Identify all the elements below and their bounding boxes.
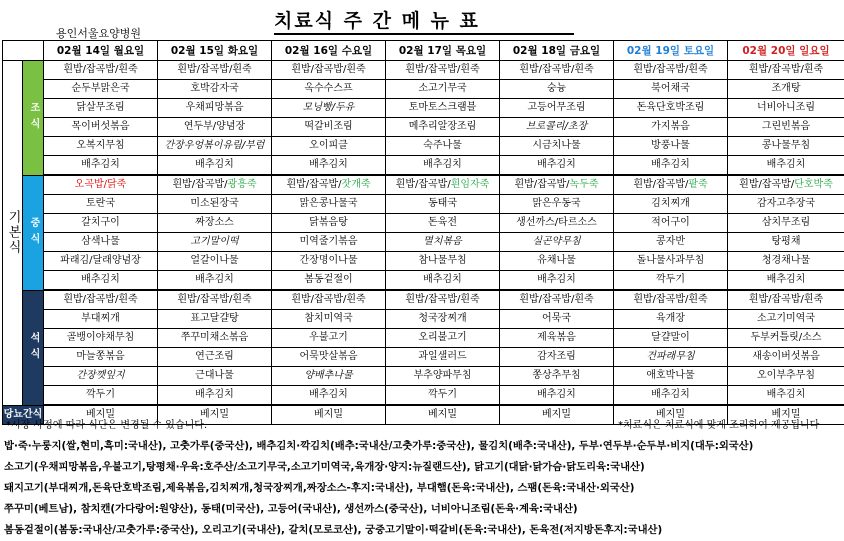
- menu-row: [3, 329, 844, 348]
- menu-cell: 콩자반: [614, 233, 728, 252]
- menu-cell: [44, 175, 158, 195]
- menu-cell: 봄동겉절이: [272, 271, 386, 291]
- menu-cell: 순두부맑은국: [44, 80, 158, 99]
- menu-cell: 새송이버섯볶음: [728, 348, 844, 367]
- menu-cell: 쭈꾸미채소볶음: [158, 329, 272, 348]
- menu-cell: 제육볶음: [500, 329, 614, 348]
- menu-cell: 배추김치: [728, 156, 844, 176]
- menu-cell: 오이피클: [272, 137, 386, 156]
- menu-cell: 호박감자국: [158, 80, 272, 99]
- menu-cell: 방풍나물: [614, 137, 728, 156]
- menu-cell: 소고기무국: [386, 80, 500, 99]
- menu-cell: 닭살무조림: [44, 99, 158, 118]
- note-right: *치료식은 치료식에 맞게 조리하여 제공됩니다: [618, 416, 819, 431]
- menu-cell: 흰밥/잡곡밥/흰죽: [272, 290, 386, 310]
- date-mon: 02월 14일 월요일: [44, 41, 158, 61]
- note-left: *시장 사정에 따라 식단은 변경될 수 있습니다.: [6, 416, 207, 431]
- menu-cell: 골뱅이야채무침: [44, 329, 158, 348]
- meal-label-snack: 당뇨간식: [3, 405, 44, 425]
- menu-cell: 청경채나물: [728, 252, 844, 271]
- menu-cell: 미역줄기볶음: [272, 233, 386, 252]
- origin-info: [4, 436, 844, 541]
- weekly-menu-table: [2, 40, 844, 425]
- menu-cell: 떡갈비조림: [272, 118, 386, 137]
- menu-cell: 김치찌개: [614, 195, 728, 214]
- menu-cell: 흰밥/잡곡밥/흰죽: [158, 290, 272, 310]
- date-tue: 02월 15일 화요일: [158, 41, 272, 61]
- menu-cell: 달걀말이: [614, 329, 728, 348]
- menu-cell: 건파래무침: [614, 348, 728, 367]
- menu-row: [3, 290, 844, 310]
- menu-row: [3, 61, 844, 80]
- menu-cell: 옥수수스프: [272, 80, 386, 99]
- menu-cell: 배추김치: [500, 386, 614, 406]
- menu-cell: 생선까스/타르소스: [500, 214, 614, 233]
- menu-cell: 목이버섯볶음: [44, 118, 158, 137]
- menu-row: [3, 367, 844, 386]
- menu-row: [3, 156, 844, 176]
- menu-cell: 근대나물: [158, 367, 272, 386]
- date-header-row: [3, 41, 844, 61]
- menu-cell: 흰밥/잡곡밥/흰죽: [728, 61, 844, 80]
- menu-cell: 흰밥/잡곡밥/흰죽: [386, 290, 500, 310]
- menu-cell: 돌나물사과무침: [614, 252, 728, 271]
- menu-cell: 간장명이나물: [272, 252, 386, 271]
- menu-row: [3, 233, 844, 252]
- menu-cell: [614, 175, 728, 195]
- menu-cell: 흰밥/잡곡밥/흰죽: [500, 61, 614, 80]
- menu-cell: 오리불고기: [386, 329, 500, 348]
- menu-cell: 숭늉: [500, 80, 614, 99]
- menu-cell: 배추김치: [272, 156, 386, 176]
- menu-cell: 맑은우동국: [500, 195, 614, 214]
- menu-cell: 표고달걀탕: [158, 310, 272, 329]
- menu-row: [3, 271, 844, 291]
- menu-row: [3, 214, 844, 233]
- menu-cell: 삼색나물: [44, 233, 158, 252]
- menu-cell: 청국장찌개: [386, 310, 500, 329]
- menu-cell: 흰밥/잡곡밥/흰죽: [614, 61, 728, 80]
- menu-cell: 고기말이떡: [158, 233, 272, 252]
- snack-cell: 베지밀: [500, 405, 614, 425]
- menu-cell: 삼치무조림: [728, 214, 844, 233]
- snack-cell: 베지밀: [272, 405, 386, 425]
- menu-cell: [272, 175, 386, 195]
- menu-text: 흰밥/잡곡밥/: [633, 179, 688, 190]
- menu-cell: 토란국: [44, 195, 158, 214]
- menu-cell: 배추김치: [44, 156, 158, 176]
- menu-cell: 깍두기: [386, 386, 500, 406]
- menu-cell: 배추김치: [158, 156, 272, 176]
- menu-row: [3, 137, 844, 156]
- menu-cell: 얼갈이나물: [158, 252, 272, 271]
- menu-cell: 감자고추장국: [728, 195, 844, 214]
- porridge-text: 광흥죽: [228, 179, 257, 190]
- menu-cell: 우채피망볶음: [158, 99, 272, 118]
- menu-cell: 실곤약무침: [500, 233, 614, 252]
- menu-cell: 오이부추무침: [728, 367, 844, 386]
- menu-cell: 적어구이: [614, 214, 728, 233]
- snack-cell: 베지밀: [44, 405, 158, 425]
- page-header: [0, 0, 844, 40]
- menu-cell: 부대찌개: [44, 310, 158, 329]
- menu-text: 흰밥/잡곡밥/: [396, 179, 451, 190]
- menu-text: 흰밥/잡곡밥/: [172, 179, 227, 190]
- menu-cell: 양배추나물: [272, 367, 386, 386]
- menu-cell: 콩나물무침: [728, 137, 844, 156]
- porridge-text: 팥죽: [688, 179, 707, 190]
- date-thu: 02월 17일 목요일: [386, 41, 500, 61]
- menu-cell: [386, 175, 500, 195]
- menu-cell: 흰밥/잡곡밥/흰죽: [44, 61, 158, 80]
- origin-line: 밥·죽·누룽지(쌀,현미,흑미:국내산), 고춧가루(중국산), 배추김치·깍김치(배추:국내산/고춧가루:중국산), 물김치(배추:국내산), 두부·연두부·순두부·비지(대두:외국산): [4, 436, 844, 457]
- menu-cell: 애호박나물: [614, 367, 728, 386]
- menu-cell: 쫑상추무침: [500, 367, 614, 386]
- hospital-name: 용인서울요양병원: [56, 25, 141, 41]
- origin-line: 봄동겉절이(봄동:국내산/고춧가루:중국산), 오리고기(국내산), 갈치(모로코산), 궁중고기말이·떡갈비(돈육:국내산), 돈육전(저지방돈후지:국내산): [4, 520, 844, 541]
- porridge-text: 닭죽: [107, 179, 126, 190]
- menu-cell: 과일샐러드: [386, 348, 500, 367]
- menu-cell: 시금치나물: [500, 137, 614, 156]
- menu-text: 흰밥/잡곡밥/: [739, 179, 794, 190]
- menu-cell: 유채나물: [500, 252, 614, 271]
- meal-label-dinner: 석식: [23, 290, 44, 405]
- menu-cell: 미소된장국: [158, 195, 272, 214]
- menu-cell: 그린빈볶음: [728, 118, 844, 137]
- menu-text: 흰밥/잡곡밥/: [514, 179, 569, 190]
- date-wed: 02월 16일 수요일: [272, 41, 386, 61]
- menu-cell: 파래김/달래양념장: [44, 252, 158, 271]
- menu-cell: 맑은콩나물국: [272, 195, 386, 214]
- menu-cell: 숙주나물: [386, 137, 500, 156]
- menu-cell: 배추김치: [158, 271, 272, 291]
- porridge-text: 흰임자죽: [451, 179, 490, 190]
- menu-cell: 마늘쫑볶음: [44, 348, 158, 367]
- menu-cell: 감자조림: [500, 348, 614, 367]
- menu-row: [3, 386, 844, 406]
- menu-cell: 갈치구이: [44, 214, 158, 233]
- menu-cell: 닭볶음탕: [272, 214, 386, 233]
- menu-cell: 모닝빵/두유: [272, 99, 386, 118]
- menu-cell: 부추양파무침: [386, 367, 500, 386]
- snack-cell: 베지밀: [386, 405, 500, 425]
- menu-text: 흰밥/잡곡밥/: [286, 179, 341, 190]
- menu-cell: 북어채국: [614, 80, 728, 99]
- menu-cell: 어묵국: [500, 310, 614, 329]
- menu-cell: 배추김치: [500, 271, 614, 291]
- menu-cell: 참치미역국: [272, 310, 386, 329]
- menu-cell: 너비아니조림: [728, 99, 844, 118]
- menu-cell: 흰밥/잡곡밥/흰죽: [614, 290, 728, 310]
- menu-cell: 흰밥/잡곡밥/흰죽: [158, 61, 272, 80]
- menu-row: [3, 99, 844, 118]
- menu-cell: 참나물무침: [386, 252, 500, 271]
- menu-cell: 배추김치: [386, 156, 500, 176]
- menu-text: 오곡밥/: [75, 179, 107, 190]
- menu-cell: 오복지무침: [44, 137, 158, 156]
- page-title: 치료식 주 간 메 뉴 표: [274, 6, 480, 33]
- menu-cell: 어묵맛살볶음: [272, 348, 386, 367]
- menu-row: [3, 348, 844, 367]
- menu-cell: 배추김치: [614, 156, 728, 176]
- menu-cell: 멸치볶음: [386, 233, 500, 252]
- menu-cell: [728, 175, 844, 195]
- snack-cell: 베지밀: [158, 405, 272, 425]
- menu-cell: 간장우엉볶이유림/부럼: [158, 137, 272, 156]
- menu-cell: 흰밥/잡곡밥/흰죽: [500, 290, 614, 310]
- date-sun: 02월 20일 일요일: [728, 41, 844, 61]
- menu-cell: 간장깻잎지: [44, 367, 158, 386]
- menu-cell: 배추김치: [272, 386, 386, 406]
- menu-cell: 흰밥/잡곡밥/흰죽: [728, 290, 844, 310]
- menu-cell: 조개탕: [728, 80, 844, 99]
- menu-cell: 동태국: [386, 195, 500, 214]
- menu-cell: 우불고기: [272, 329, 386, 348]
- menu-cell: 짜장소스: [158, 214, 272, 233]
- menu-cell: 배추김치: [728, 386, 844, 406]
- menu-row: [3, 252, 844, 271]
- menu-cell: 흰밥/잡곡밥/흰죽: [44, 290, 158, 310]
- menu-row: [3, 310, 844, 329]
- menu-cell: 배추김치: [614, 386, 728, 406]
- menu-cell: 배추김치: [386, 271, 500, 291]
- menu-row: [3, 175, 844, 195]
- corner-cell: [3, 41, 44, 61]
- menu-cell: 탕평채: [728, 233, 844, 252]
- meal-label-lunch: 중식: [23, 175, 44, 290]
- menu-cell: 돈육단호박조림: [614, 99, 728, 118]
- porridge-text: 녹두죽: [570, 179, 599, 190]
- snack-cell: 베지밀: [614, 405, 728, 425]
- origin-line: 소고기(우채피망볶음,우불고기,탕평채·우육:호주산/소고기무국,소고기미역국,육개장·양지:뉴질랜드산), 닭고기(대닭·닭가슴·닭도리육:국내산): [4, 457, 844, 478]
- group-label: 기본식: [3, 61, 23, 406]
- menu-row: [3, 118, 844, 137]
- menu-row: [3, 80, 844, 99]
- menu-cell: 깍두기: [614, 271, 728, 291]
- origin-line: 쭈꾸미(베트남), 참치캔(가다랑어:원양산), 동태(미국산), 고등어(국내산), 생선까스(중국산), 너비아니조림(돈육·계육:국내산): [4, 499, 844, 520]
- menu-cell: 토마토스크램블: [386, 99, 500, 118]
- meal-label-breakfast: 조식: [23, 61, 44, 176]
- date-fri: 02월 18일 금요일: [500, 41, 614, 61]
- menu-cell: 소고기미역국: [728, 310, 844, 329]
- menu-cell: 육개장: [614, 310, 728, 329]
- menu-cell: 돈육전: [386, 214, 500, 233]
- menu-cell: 흰밥/잡곡밥/흰죽: [386, 61, 500, 80]
- porridge-text: 잣개죽: [342, 179, 371, 190]
- menu-cell: 배추김치: [500, 156, 614, 176]
- menu-cell: 가지볶음: [614, 118, 728, 137]
- menu-cell: 두부커틀릿/소스: [728, 329, 844, 348]
- date-sat: 02월 19일 토요일: [614, 41, 728, 61]
- menu-cell: 배추김치: [158, 386, 272, 406]
- menu-cell: 연두부/양념장: [158, 118, 272, 137]
- snack-cell: 베지밀: [728, 405, 844, 425]
- menu-cell: 깍두기: [44, 386, 158, 406]
- title-underline: [274, 33, 574, 35]
- menu-cell: 배추김치: [44, 271, 158, 291]
- menu-cell: [500, 175, 614, 195]
- menu-cell: 연근조림: [158, 348, 272, 367]
- menu-cell: 고등어무조림: [500, 99, 614, 118]
- menu-cell: 배추김치: [728, 271, 844, 291]
- menu-cell: 메추리알장조림: [386, 118, 500, 137]
- origin-line: 돼지고기(부대찌개,돈육단호박조림,제육볶음,김치찌개,청국장찌개,짜장소스-후지:국내산), 부대햄(돈육:국내산), 스팸(돈육:국내산·외국산): [4, 478, 844, 499]
- porridge-text: 단호박죽: [794, 179, 833, 190]
- menu-cell: [158, 175, 272, 195]
- menu-cell: 흰밥/잡곡밥/흰죽: [272, 61, 386, 80]
- menu-cell: 브로콜리/초장: [500, 118, 614, 137]
- menu-row: [3, 195, 844, 214]
